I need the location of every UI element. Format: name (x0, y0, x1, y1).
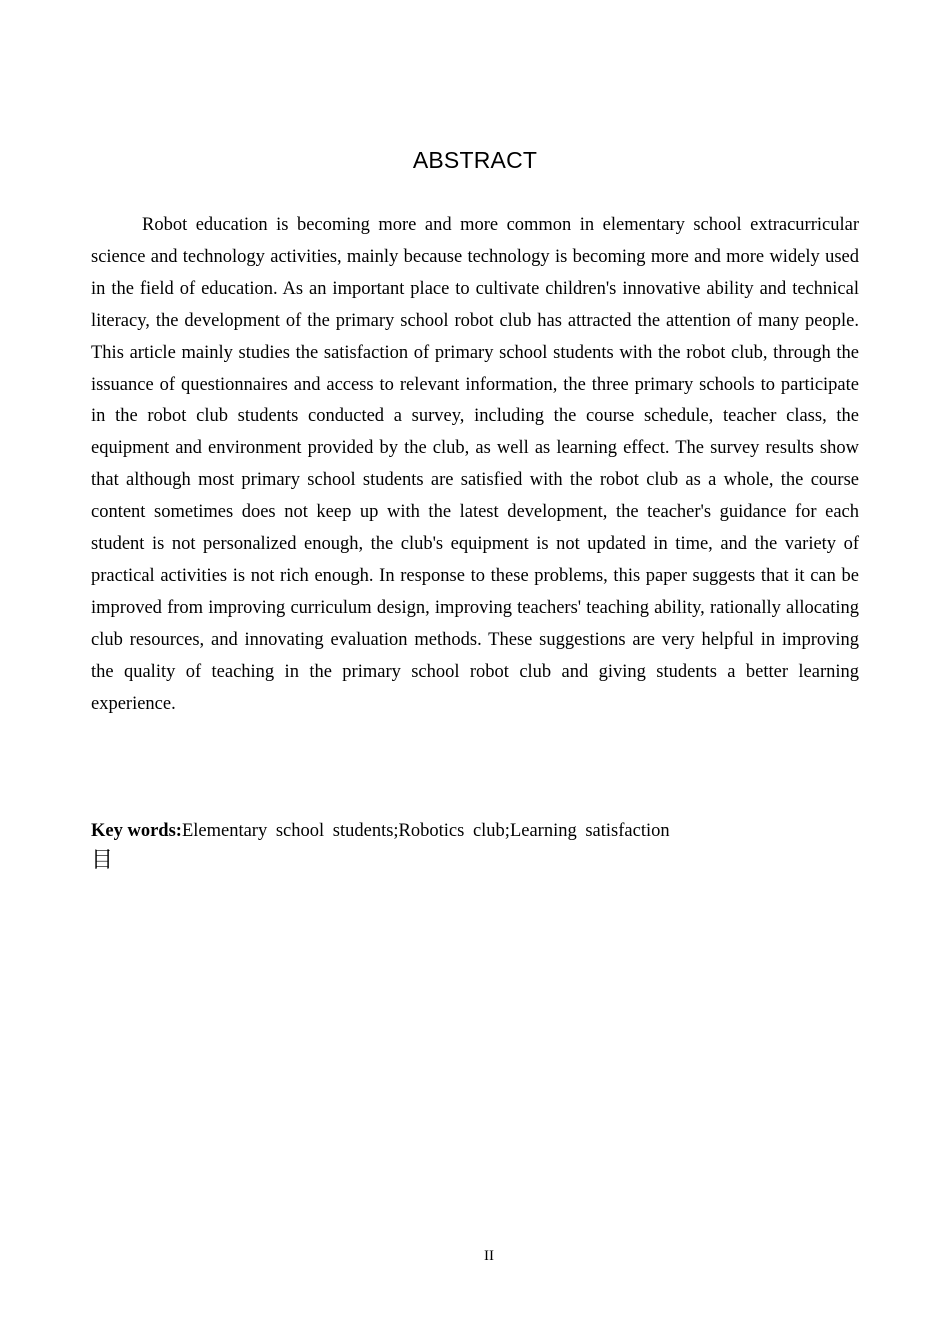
keywords-line (91, 816, 859, 848)
keywords-text: Elementary school students;Robotics club;Learning satisfaction (181, 821, 670, 841)
abstract-body: Robot education is becoming more and more common in elementary school extracurricular science and technology activities, mainly because technology is becoming more and more widely used in the field of education. As an important place to cultivate children's innovative ability and technical literacy, the development of the primary school robot club has attracted the attention of many people. This article mainly studies the satisfaction of primary school students with the robot club, through the issuance of questionnaires and access to relevant information, the three primary schools to participate in the robot club students conducted a survey, including the course schedule, teacher class, the equipment and environment provided by the club, as well as learning effect. The survey results show that although most primary school students are satisfied with the robot club as a whole, the course content sometimes does not keep up with the latest development, the teacher's guidance for each student is not personalized enough, the club's equipment is not updated in time, and the variety of practical activities is not rich enough. In response to these problems, this paper suggests that it can be improved from improving curriculum design, improving teachers' teaching ability, rationally allocating club resources, and innovating evaluation methods. These suggestions are very helpful in improving the quality of teaching in the primary school robot club and giving students a better learning experience. (91, 215, 859, 714)
table-of-contents-heading-fragment: 目 (91, 848, 114, 873)
abstract-title: ABSTRACT (412, 147, 538, 173)
keywords-label: Key words: (91, 821, 182, 841)
page-number: II (484, 1248, 494, 1264)
